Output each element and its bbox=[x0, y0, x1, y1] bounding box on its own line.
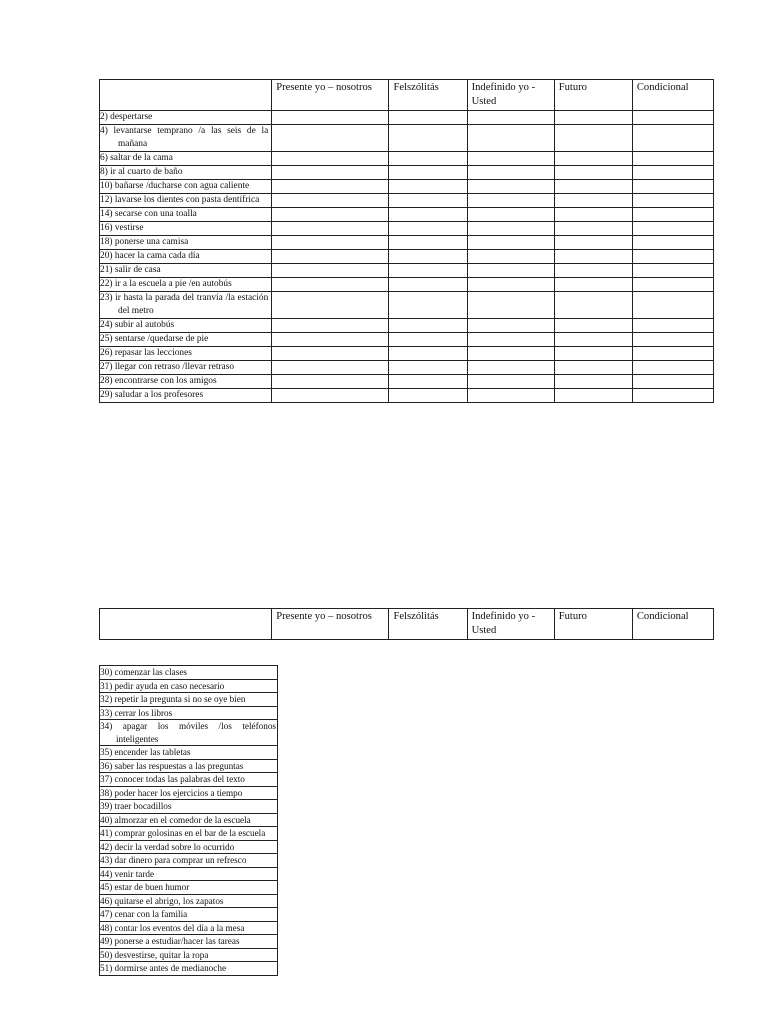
verb-phrase-cell: 28) encontrarse con los amigos bbox=[100, 375, 272, 389]
answer-cell[interactable] bbox=[389, 194, 467, 208]
answer-cell[interactable] bbox=[554, 361, 632, 375]
verb-phrase-cell: 10) bañarse /ducharse con agua caliente bbox=[100, 180, 272, 194]
answer-cell[interactable] bbox=[389, 375, 467, 389]
verb-phrase-cell: 41) comprar golosinas en el bar de la escuela bbox=[100, 827, 278, 841]
verb-phrase-cell: 22) ir a la escuela a pie /en autobús bbox=[100, 278, 272, 292]
answer-cell[interactable] bbox=[554, 208, 632, 222]
verb-phrase-cell: 29) saludar a los profesores bbox=[100, 389, 272, 403]
answer-cell[interactable] bbox=[272, 361, 389, 375]
table-row bbox=[100, 278, 714, 292]
answer-cell[interactable] bbox=[632, 278, 713, 292]
answer-cell[interactable] bbox=[554, 389, 632, 403]
answer-cell[interactable] bbox=[554, 264, 632, 278]
answer-cell[interactable] bbox=[554, 347, 632, 361]
answer-cell[interactable] bbox=[467, 180, 554, 194]
verb-phrase-cell: 27) llegar con retraso /llevar retraso bbox=[100, 361, 272, 375]
header-indefinido: Indefinido yo - Usted bbox=[467, 80, 554, 111]
answer-cell[interactable] bbox=[554, 292, 632, 319]
answer-cell[interactable] bbox=[272, 333, 389, 347]
verb-phrase-cell: 14) secarse con una toalla bbox=[100, 208, 272, 222]
answer-cell[interactable] bbox=[389, 347, 467, 361]
answer-cell[interactable] bbox=[272, 389, 389, 403]
answer-cell[interactable] bbox=[272, 292, 389, 319]
answer-cell[interactable] bbox=[467, 319, 554, 333]
table-row bbox=[100, 813, 278, 827]
answer-cell[interactable] bbox=[632, 389, 713, 403]
table-row bbox=[100, 962, 278, 976]
answer-cell[interactable] bbox=[554, 333, 632, 347]
answer-cell[interactable] bbox=[389, 236, 467, 250]
answer-cell[interactable] bbox=[467, 278, 554, 292]
header-indefinido: Indefinido yo - Usted bbox=[467, 609, 554, 640]
answer-cell[interactable] bbox=[632, 250, 713, 264]
table-row bbox=[100, 827, 278, 841]
answer-cell[interactable] bbox=[632, 361, 713, 375]
verb-phrase-cell: 8) ir al cuarto de baño bbox=[100, 166, 272, 180]
answer-cell[interactable] bbox=[554, 236, 632, 250]
verb-phrase-cell: 32) repetir la pregunta si no se oye bien bbox=[100, 693, 278, 707]
verb-phrase-cell: 25) sentarse /quedarse de pie bbox=[100, 333, 272, 347]
verb-phrase-cell: 33) cerrar los libros bbox=[100, 706, 278, 720]
verb-phrase-cell: 45) estar de buen humor bbox=[100, 881, 278, 895]
answer-cell[interactable] bbox=[272, 250, 389, 264]
answer-cell[interactable] bbox=[554, 375, 632, 389]
answer-cell[interactable] bbox=[632, 125, 713, 152]
table-row bbox=[100, 759, 278, 773]
table-row bbox=[100, 292, 714, 319]
answer-cell[interactable] bbox=[272, 152, 389, 166]
table-row bbox=[100, 347, 714, 361]
verb-phrase-cell: 26) repasar las lecciones bbox=[100, 347, 272, 361]
answer-cell[interactable] bbox=[389, 389, 467, 403]
answer-cell[interactable] bbox=[632, 166, 713, 180]
answer-cell[interactable] bbox=[632, 208, 713, 222]
table-row bbox=[100, 194, 714, 208]
answer-cell[interactable] bbox=[467, 125, 554, 152]
answer-cell[interactable] bbox=[632, 180, 713, 194]
table-row bbox=[100, 679, 278, 693]
answer-cell[interactable] bbox=[632, 319, 713, 333]
table-row bbox=[100, 222, 714, 236]
answer-cell[interactable] bbox=[272, 375, 389, 389]
answer-cell[interactable] bbox=[632, 292, 713, 319]
answer-cell[interactable] bbox=[272, 208, 389, 222]
verb-list-body bbox=[100, 666, 278, 976]
header-condicional: Condicional bbox=[632, 609, 713, 640]
table-row bbox=[100, 720, 278, 746]
answer-cell[interactable] bbox=[554, 111, 632, 125]
table-row bbox=[100, 894, 278, 908]
header-row bbox=[100, 609, 714, 640]
table-row bbox=[100, 250, 714, 264]
answer-cell[interactable] bbox=[272, 264, 389, 278]
conjugation-table-1 bbox=[99, 79, 714, 403]
verb-phrase-cell: 39) traer bocadillos bbox=[100, 800, 278, 814]
verb-phrase-cell: 44) venir tarde bbox=[100, 867, 278, 881]
answer-cell[interactable] bbox=[389, 264, 467, 278]
verb-phrase-cell: 42) decir la verdad sobre lo ocurrido bbox=[100, 840, 278, 854]
table-row bbox=[100, 361, 714, 375]
answer-cell[interactable] bbox=[632, 194, 713, 208]
verb-phrase-cell: 21) salir de casa bbox=[100, 264, 272, 278]
answer-cell[interactable] bbox=[389, 361, 467, 375]
table-row bbox=[100, 166, 714, 180]
verb-phrase-cell: 50) desvestirse, quitar la ropa bbox=[100, 948, 278, 962]
answer-cell[interactable] bbox=[554, 125, 632, 152]
answer-cell[interactable] bbox=[554, 166, 632, 180]
verb-phrase-cell: 46) quitarse el abrigo, los zapatos bbox=[100, 894, 278, 908]
header-row bbox=[100, 80, 714, 111]
conjugation-table-2-header bbox=[99, 608, 714, 640]
answer-cell[interactable] bbox=[632, 375, 713, 389]
verb-phrase-cell: 18) ponerse una camisa bbox=[100, 236, 272, 250]
answer-cell[interactable] bbox=[272, 125, 389, 152]
header-futuro: Futuro bbox=[554, 80, 632, 111]
verb-phrase-cell: 47) cenar con la familia bbox=[100, 908, 278, 922]
table-row bbox=[100, 948, 278, 962]
verb-phrase-cell: 4) levantarse temprano /a las seis de la mañana bbox=[100, 125, 272, 152]
answer-cell[interactable] bbox=[389, 111, 467, 125]
answer-cell[interactable] bbox=[389, 278, 467, 292]
table-row bbox=[100, 236, 714, 250]
table-row bbox=[100, 208, 714, 222]
answer-cell[interactable] bbox=[272, 111, 389, 125]
empty-header-cell bbox=[100, 80, 272, 111]
answer-cell[interactable] bbox=[632, 222, 713, 236]
answer-cell[interactable] bbox=[272, 180, 389, 194]
answer-cell[interactable] bbox=[467, 333, 554, 347]
verb-phrase-cell: 37) conocer todas las palabras del texto bbox=[100, 773, 278, 787]
table-row bbox=[100, 786, 278, 800]
header-condicional: Condicional bbox=[632, 80, 713, 111]
verb-phrase-cell: 38) poder hacer los ejercicios a tiempo bbox=[100, 786, 278, 800]
verb-phrase-cell: 48) contar los eventos del día a la mesa bbox=[100, 921, 278, 935]
answer-cell[interactable] bbox=[389, 125, 467, 152]
verb-phrase-cell: 36) saber las respuestas a las preguntas bbox=[100, 759, 278, 773]
answer-cell[interactable] bbox=[389, 250, 467, 264]
verb-phrase-cell: 43) dar dinero para comprar un refresco bbox=[100, 854, 278, 868]
answer-cell[interactable] bbox=[467, 375, 554, 389]
table-row bbox=[100, 125, 714, 152]
table-row bbox=[100, 389, 714, 403]
answer-cell[interactable] bbox=[554, 222, 632, 236]
answer-cell[interactable] bbox=[467, 194, 554, 208]
answer-cell[interactable] bbox=[632, 347, 713, 361]
table-row bbox=[100, 333, 714, 347]
table-row bbox=[100, 881, 278, 895]
table-row bbox=[100, 935, 278, 949]
answer-cell[interactable] bbox=[272, 236, 389, 250]
answer-cell[interactable] bbox=[272, 347, 389, 361]
answer-cell[interactable] bbox=[632, 236, 713, 250]
table-row bbox=[100, 746, 278, 760]
answer-cell[interactable] bbox=[554, 319, 632, 333]
answer-cell[interactable] bbox=[467, 208, 554, 222]
verb-phrase-cell: 35) encender las tabletas bbox=[100, 746, 278, 760]
verb-phrase-cell: 34) apagar los móviles /los teléfonos inteligentes bbox=[100, 721, 276, 744]
answer-cell[interactable] bbox=[632, 111, 713, 125]
answer-cell[interactable] bbox=[389, 333, 467, 347]
answer-cell[interactable] bbox=[272, 222, 389, 236]
answer-cell[interactable] bbox=[389, 292, 467, 319]
header-futuro: Futuro bbox=[554, 609, 632, 640]
answer-cell[interactable] bbox=[467, 152, 554, 166]
table-row bbox=[100, 706, 278, 720]
verb-phrase-cell: 20) hacer la cama cada día bbox=[100, 250, 272, 264]
verb-phrase-cell: 24) subir al autobús bbox=[100, 319, 272, 333]
table-row bbox=[100, 264, 714, 278]
table-row bbox=[100, 375, 714, 389]
answer-cell[interactable] bbox=[467, 292, 554, 319]
verb-list-table bbox=[99, 665, 278, 976]
answer-cell[interactable] bbox=[272, 319, 389, 333]
answer-cell[interactable] bbox=[467, 111, 554, 125]
verb-phrase-cell: 16) vestirse bbox=[100, 222, 272, 236]
verb-phrase-cell: 30) comenzar las clases bbox=[100, 666, 278, 680]
verb-phrase-cell: 23) ir hasta la parada del tranvía /la estación del metro bbox=[100, 292, 272, 319]
answer-cell[interactable] bbox=[272, 194, 389, 208]
verb-phrase-cell: 2) despertarse bbox=[100, 111, 272, 125]
table-row bbox=[100, 921, 278, 935]
answer-cell[interactable] bbox=[389, 166, 467, 180]
answer-cell[interactable] bbox=[389, 222, 467, 236]
answer-cell[interactable] bbox=[389, 208, 467, 222]
answer-cell[interactable] bbox=[467, 347, 554, 361]
header-presente: Presente yo – nosotros bbox=[272, 609, 389, 640]
verb-phrase-cell: 6) saltar de la cama bbox=[100, 152, 272, 166]
answer-cell[interactable] bbox=[467, 264, 554, 278]
answer-cell[interactable] bbox=[389, 180, 467, 194]
answer-cell[interactable] bbox=[389, 152, 467, 166]
table-row bbox=[100, 908, 278, 922]
answer-cell[interactable] bbox=[467, 166, 554, 180]
table-row bbox=[100, 854, 278, 868]
table-row bbox=[100, 111, 714, 125]
verb-phrase-cell: 51) dormirse antes de medianoche bbox=[100, 962, 278, 976]
answer-cell[interactable] bbox=[554, 180, 632, 194]
verb-phrase-cell: 12) lavarse los dientes con pasta dentífrica bbox=[100, 194, 272, 208]
table-row bbox=[100, 800, 278, 814]
verb-phrase-cell: 49) ponerse a estudiar/hacer las tareas bbox=[100, 935, 278, 949]
table-row bbox=[100, 773, 278, 787]
answer-cell[interactable] bbox=[389, 319, 467, 333]
table-row bbox=[100, 180, 714, 194]
answer-cell[interactable] bbox=[467, 222, 554, 236]
answer-cell[interactable] bbox=[554, 152, 632, 166]
answer-cell[interactable] bbox=[632, 152, 713, 166]
table-row bbox=[100, 840, 278, 854]
answer-cell[interactable] bbox=[554, 194, 632, 208]
table-row bbox=[100, 666, 278, 680]
header-felszolitas: Felszólitás bbox=[389, 609, 467, 640]
header-presente: Presente yo – nosotros bbox=[272, 80, 389, 111]
header-felszolitas: Felszólitás bbox=[389, 80, 467, 111]
answer-cell[interactable] bbox=[632, 264, 713, 278]
answer-cell[interactable] bbox=[632, 333, 713, 347]
verb-phrase-cell: 40) almorzar en el comedor de la escuela bbox=[100, 813, 278, 827]
answer-cell[interactable] bbox=[272, 278, 389, 292]
answer-cell[interactable] bbox=[554, 278, 632, 292]
table-row bbox=[100, 319, 714, 333]
table-1-body bbox=[100, 111, 714, 403]
answer-cell[interactable] bbox=[467, 361, 554, 375]
answer-cell[interactable] bbox=[554, 250, 632, 264]
table-row bbox=[100, 152, 714, 166]
empty-header-cell bbox=[100, 609, 272, 640]
answer-cell[interactable] bbox=[467, 250, 554, 264]
verb-phrase-cell: 31) pedir ayuda en caso necesario bbox=[100, 679, 278, 693]
answer-cell[interactable] bbox=[272, 166, 389, 180]
answer-cell[interactable] bbox=[467, 236, 554, 250]
answer-cell[interactable] bbox=[467, 389, 554, 403]
table-row bbox=[100, 867, 278, 881]
table-row bbox=[100, 693, 278, 707]
